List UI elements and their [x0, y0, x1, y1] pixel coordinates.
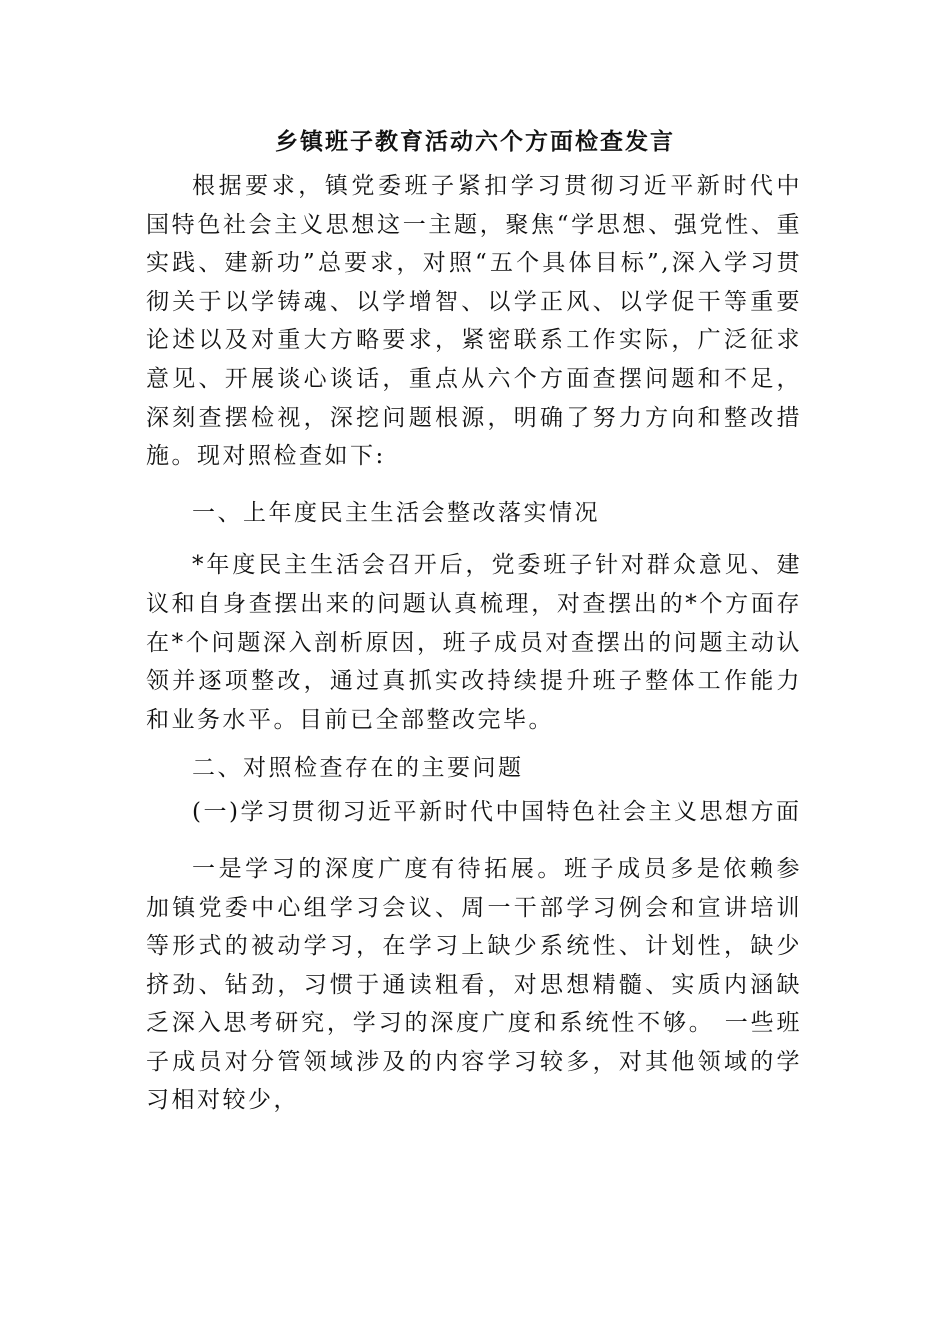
spacer [146, 739, 802, 749]
document-title: 乡镇班子教育活动六个方面检查发言 [275, 128, 675, 155]
intro-paragraph: 根据要求，镇党委班子紧扣学习贯彻习近平新时代中国特色社会主义思想这一主题，聚焦“学思想、强党性、重实践、建新功”总要求，对照“五个具体目标”,深入学习贯彻关于以学铸魂、以学增智、以学正风、以学促干等重要论述以及对重大方略要求，紧密联系工作实际，广泛征求意见、开展谈心谈话，重点从六个方面查摆问题和不足，深刻查摆检视，深挖问题根源，明确了努力方向和整改措施。现对照检查如下: [146, 173, 802, 470]
section-heading-1: 一、上年度民主生活会整改落实情况 [192, 499, 600, 526]
document-body [146, 167, 802, 1120]
subsection-heading-1: (一)学习贯彻习近平新时代中国特色社会主义思想方面 [192, 798, 802, 825]
section-1-paragraph: *年度民主生活会召开后，党委班子针对群众意见、建议和自身查摆出来的问题认真梳理，对查摆出的*个方面存在*个问题深入剖析原因，班子成员对查摆出的问题主动认领并逐项整改，通过真抓实改持续提升班子整体工作能力和业务水平。目前已全部整改完毕。 [146, 552, 802, 733]
subsection-1-paragraph: 一是学习的深度广度有待拓展。班子成员多是依赖参加镇党委中心组学习会议、周一干部学习例会和宣讲培训等形式的被动学习，在学习上缺少系统性、计划性，缺少挤劲、钻劲，习惯于通读粗看，对思想精髓、实质内涵缺乏深入思考研究，学习的深度广度和系统性不够。 一些班子成员对分管领域涉及的内容学习较多，对其他领域的学习相对较少， [146, 855, 802, 1114]
spacer [146, 476, 802, 494]
spacer [146, 836, 802, 850]
spacer [146, 532, 802, 546]
section-heading-2: 二、对照检查存在的主要问题 [192, 755, 524, 782]
